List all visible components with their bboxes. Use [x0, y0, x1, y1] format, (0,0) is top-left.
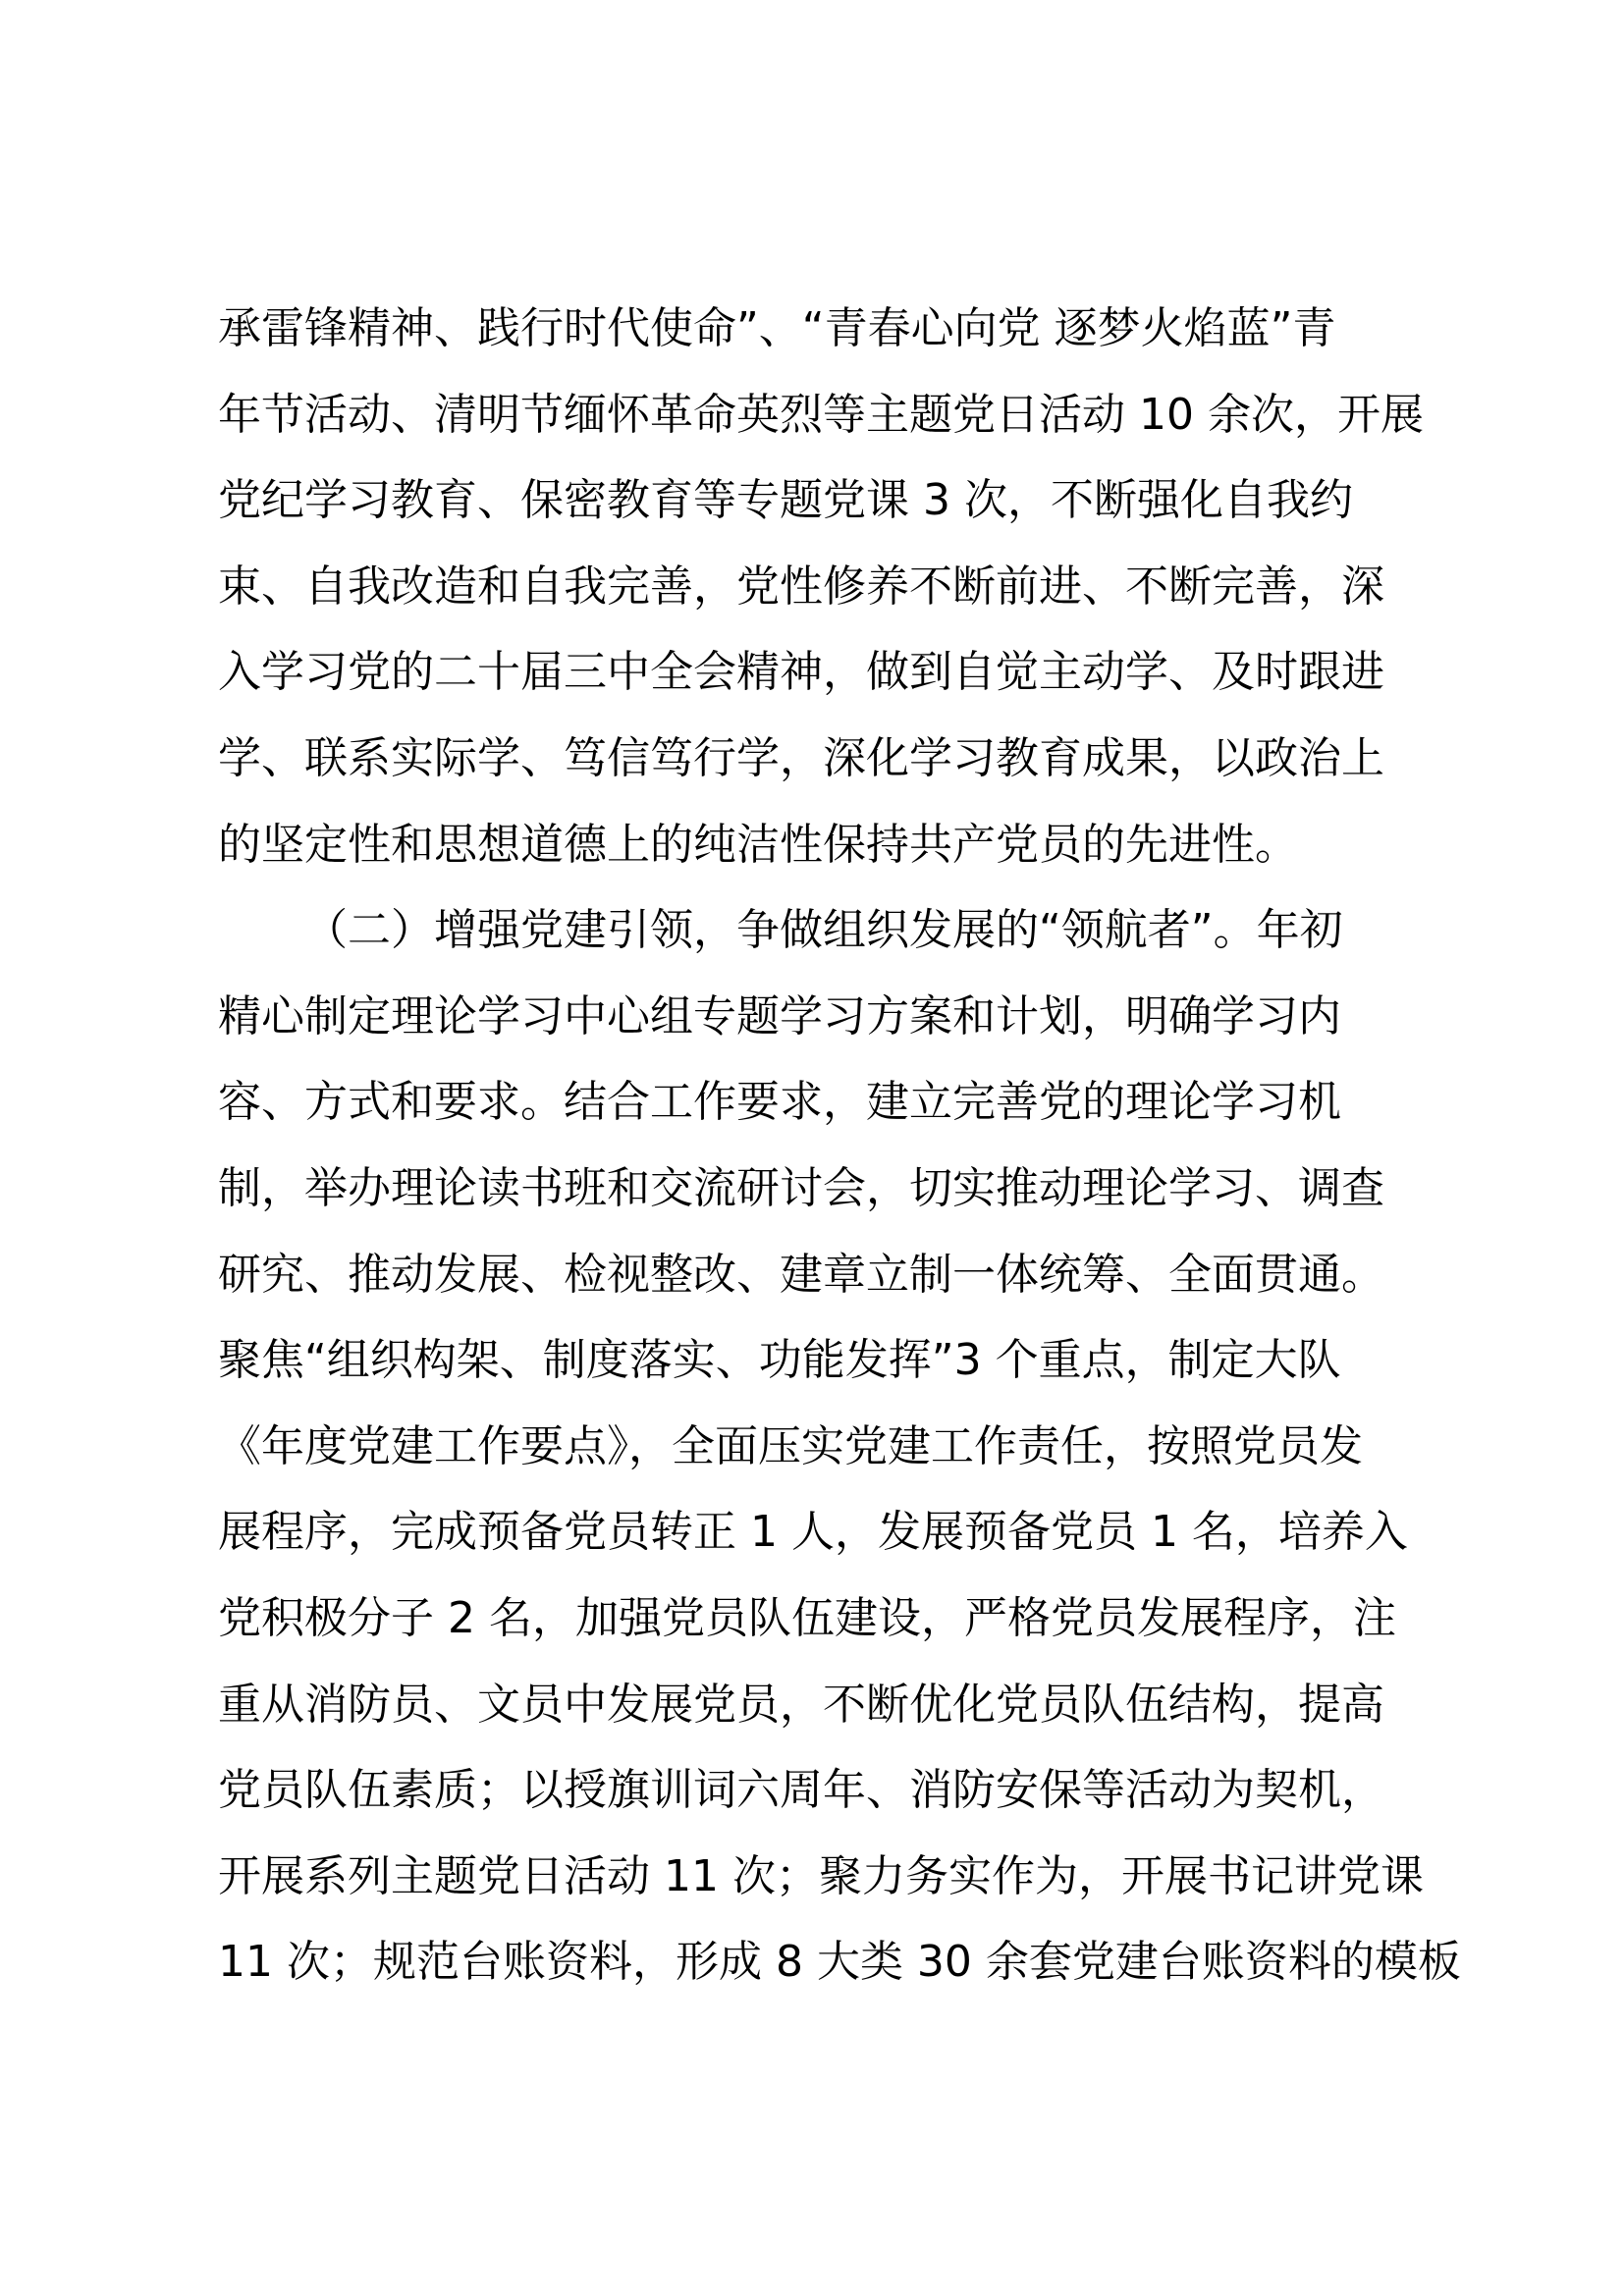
- text-line: 党纪学习教育、保密教育等专题党课 3 次，不断强化自我约: [218, 475, 1353, 526]
- text-line: 重从消防员、文员中发展党员，不断优化党员队伍结构，提高: [218, 1679, 1384, 1730]
- text-line: 年节活动、清明节缅怀革命英烈等主题党日活动 10 余次，开展: [218, 389, 1424, 440]
- body-text: [218, 286, 1461, 2005]
- text-line: 开展系列主题党日活动 11 次；聚力务实作为，开展书记讲党课: [218, 1850, 1424, 1901]
- text-line: 《年度党建工作要点》，全面压实党建工作责任，按照党员发: [218, 1420, 1363, 1471]
- text-line: 党员队伍素质；以授旗训词六周年、消防安保等活动为契机，: [218, 1765, 1384, 1816]
- text-line: 党积极分子 2 名，加强党员队伍建设，严格党员发展程序，注: [218, 1592, 1396, 1643]
- text-line: 展程序，完成预备党员转正 1 人，发展预备党员 1 名，培养入: [218, 1507, 1408, 1558]
- text-line: 入学习党的二十届三中全会精神，做到自觉主动学、及时跟进: [218, 647, 1384, 698]
- section-heading-line: （二）增强党建引领，争做组织发展的“领航者”。年初: [304, 905, 1343, 956]
- text-line: 的坚定性和思想道德上的纯洁性保持共产党员的先进性。: [218, 819, 1298, 870]
- text-line: 聚焦“组织构架、制度落实、功能发挥”3 个重点，制定大队: [218, 1335, 1341, 1386]
- text-line: 研究、推动发展、检视整改、建章立制一体统筹、全面贯通。: [218, 1249, 1384, 1300]
- text-line: 精心制定理论学习中心组专题学习方案和计划，明确学习内: [218, 990, 1341, 1041]
- text-line: 承雷锋精神、践行时代使命”、“青春心向党 逐梦火焰蓝”青: [218, 303, 1336, 353]
- text-line: 学、联系实际学、笃信笃行学，深化学习教育成果，以政治上: [218, 732, 1384, 783]
- text-line: 容、方式和要求。结合工作要求，建立完善党的理论学习机: [218, 1077, 1341, 1128]
- text-line: 制，举办理论读书班和交流研讨会，切实推动理论学习、调查: [218, 1162, 1384, 1213]
- text-line: 11 次；规范台账资料，形成 8 大类 30 余套党建台账资料的模板: [218, 1937, 1461, 1988]
- text-line: 束、自我改造和自我完善，党性修养不断前进、不断完善，深: [218, 561, 1384, 612]
